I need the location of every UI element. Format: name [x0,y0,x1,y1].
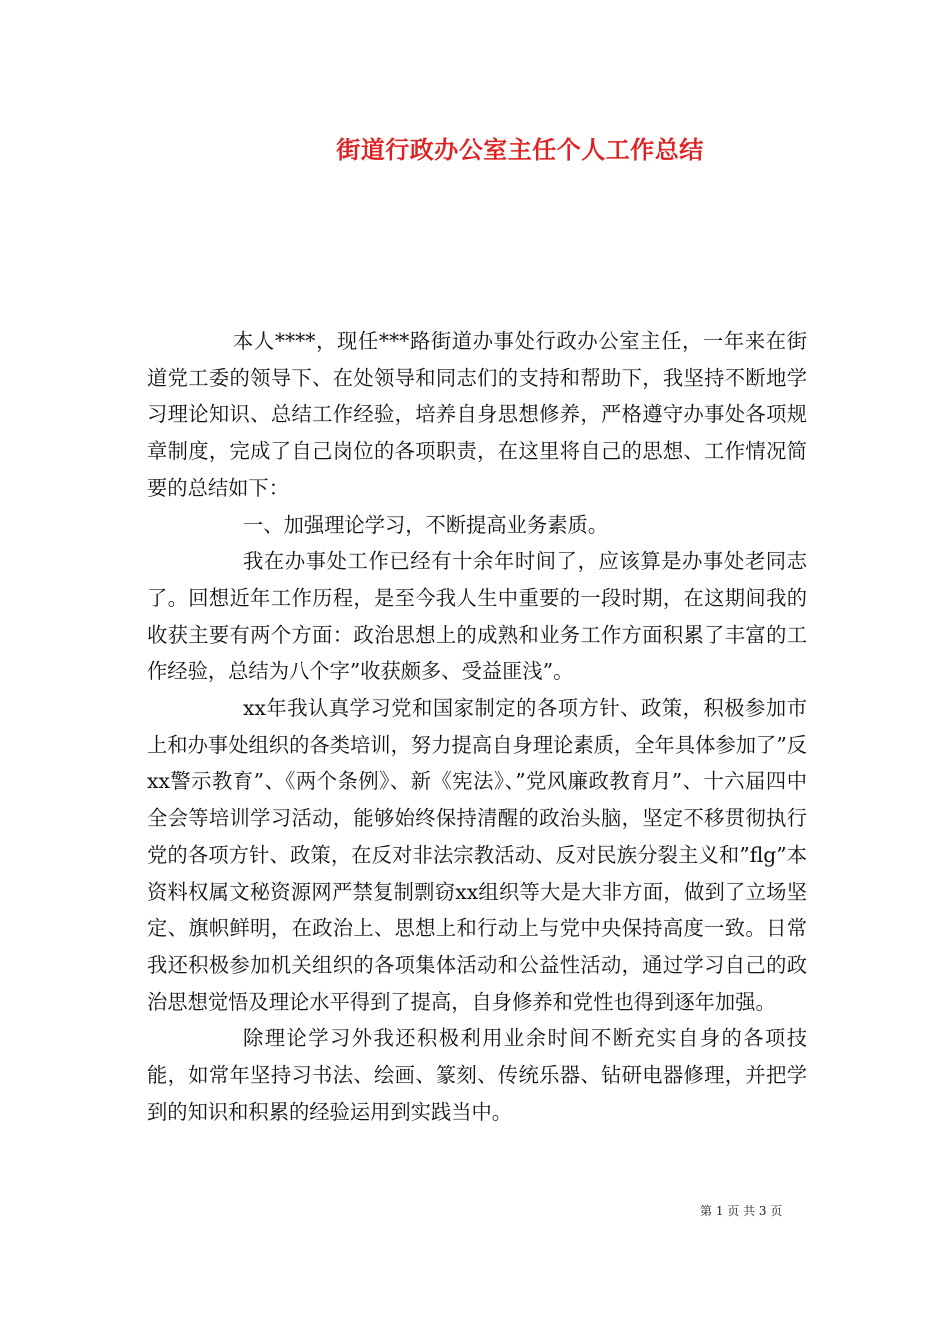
page-number: 第 1 页 共 3 页 [700,1204,783,1218]
paragraph-skills: 除理论学习外我还积极利用业余时间不断充实自身的各项技能，如常年坚持习书法、绘画、篆刻、传统乐器、钻研电器修理，并把学到的知识和积累的经验运用到实践当中。 [147,1026,807,1124]
paragraph-experience: 我在办事处工作已经有十余年时间了，应该算是办事处老同志了。回想近年工作历程，是至今我人生中重要的一段时期，在这期间我的收获主要有两个方面：政治思想上的成熟和业务工作方面积累了丰富的工作经验，总结为八个字”收获颇多、受益匪浅”。 [147,549,807,684]
document-body [147,323,807,1130]
document-title: 街道行政办公室主任个人工作总结 [336,135,704,164]
section-heading-1: 一、加强理论学习，不断提高业务素质。 [243,512,609,537]
paragraph-study: xx年我认真学习党和国家制定的各项方针、政策，积极参加市上和办事处组织的各类培训，努力提高自身理论素质，全年具体参加了”反xx警示教育”、《两个条例》、新《宪法》、”党风廉政教育月”、十六届四中全会等培训学习活动，能够始终保持清醒的政治头脑，坚定不移贯彻执行党的各项方针、政策，在反对非法宗教活动、反对民族分裂主义和”flg”本资料权属文秘资源网严禁复制剽窃xx组织等大是大非方面，做到了立场坚定、旗帜鲜明，在政治上、思想上和行动上与党中央保持高度一致。日常我还积极参加机关组织的各项集体活动和公益性活动，通过学习自己的政治思想觉悟及理论水平得到了提高，自身修养和党性也得到逐年加强。 [147,696,807,1014]
paragraph-intro: 本人****，现任***路街道办事处行政办公室主任，一年来在街道党工委的领导下、在处领导和同志们的支持和帮助下，我坚持不断地学习理论知识、总结工作经验，培养自身思想修养，严格遵守办事处各项规章制度，完成了自己岗位的各项职责，在这里将自己的思想、工作情况简要的总结如下： [147,329,807,500]
